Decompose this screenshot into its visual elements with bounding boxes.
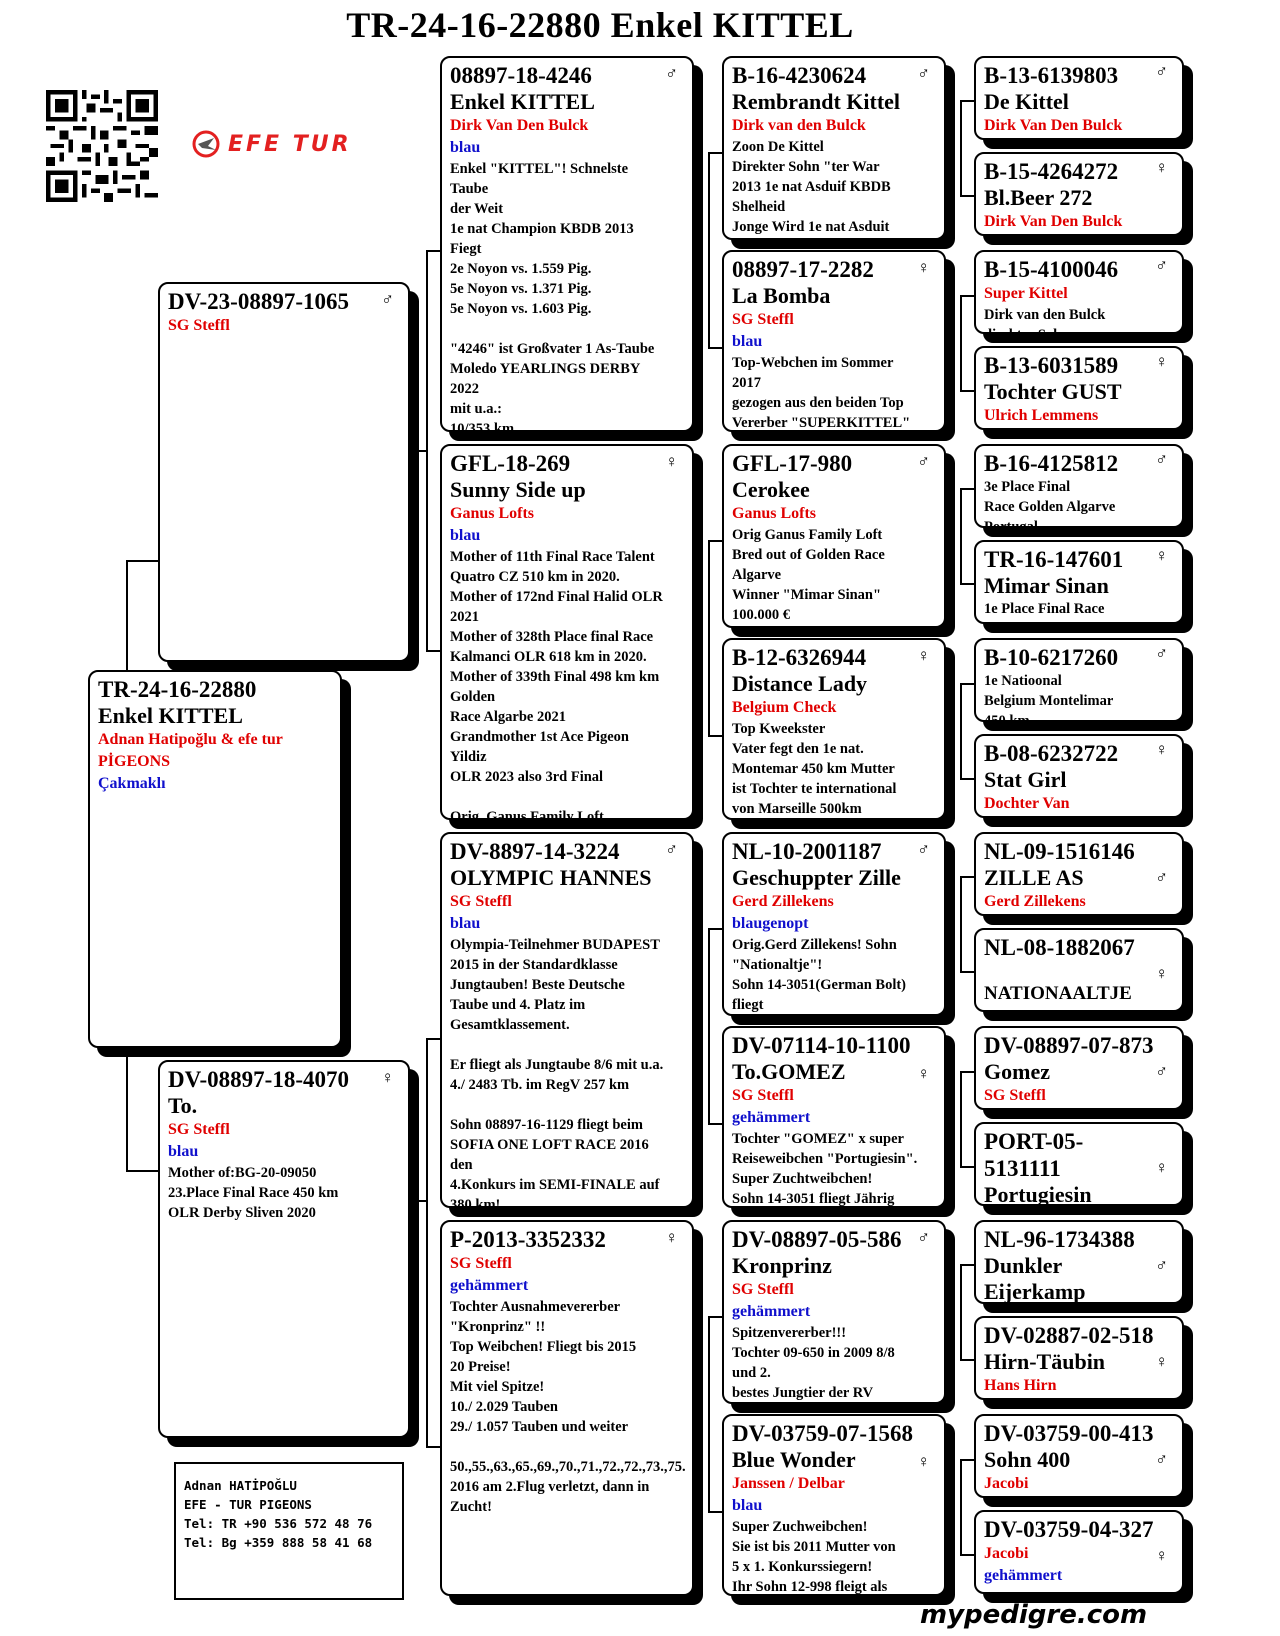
- gen4-card[interactable]: [974, 56, 1184, 140]
- gen4-card[interactable]: [974, 1414, 1184, 1498]
- gen4-card[interactable]: [974, 152, 1184, 236]
- ring-number: B-15-4264272: [984, 159, 1119, 184]
- ring-number: DV-08897-05-586: [732, 1227, 902, 1252]
- female-symbol-icon: ♀: [665, 452, 678, 471]
- pigeon-name: Tochter GUST: [984, 379, 1122, 404]
- pigeon-name: Hirn-Täubin: [984, 1349, 1106, 1374]
- color: blau: [168, 1143, 199, 1160]
- female-symbol-icon: ♀: [1155, 1546, 1168, 1565]
- male-symbol-icon: ♂: [665, 64, 678, 83]
- color: blau: [450, 139, 481, 156]
- grandsire-paternal-card[interactable]: [440, 56, 694, 437]
- connector-line: [708, 347, 722, 349]
- great-grandparent-card[interactable]: [722, 1414, 946, 1596]
- ring-number: TR-16-147601: [984, 547, 1124, 572]
- connector-line: [960, 683, 962, 778]
- ring-number: DV-03759-00-413: [984, 1421, 1154, 1446]
- pigeon-name: Sohn 400: [984, 1447, 1071, 1472]
- connector-line: [960, 295, 974, 297]
- male-symbol-icon: ♂: [1155, 1256, 1168, 1275]
- connector-line: [708, 152, 710, 347]
- pigeon-name: Cerokee: [732, 477, 810, 502]
- ring-number: DV-08897-18-4070: [168, 1067, 349, 1092]
- connector-line: [426, 250, 440, 252]
- male-symbol-icon: ♂: [917, 1228, 930, 1247]
- breeder: Dirk Van Den Bulck: [984, 213, 1123, 230]
- pigeon-name: Sunny Side up: [450, 477, 586, 502]
- page-title: TR-24-16-22880 Enkel KITTEL: [346, 5, 854, 45]
- connector-line: [126, 560, 158, 562]
- gen4-card[interactable]: [974, 734, 1184, 818]
- info-text: 1e Natioonal Belgium Montelimar 450 km: [984, 673, 1114, 729]
- contact-box: Adnan HATİPOĞLU EFE - TUR PIGEONS Tel: TR +90 536 572 48 76 Tel: Bg +359 888 58 41 68: [174, 1462, 404, 1600]
- female-symbol-icon: ♀: [917, 258, 930, 277]
- ring-number: B-16-4125812: [984, 451, 1119, 476]
- connector-line: [426, 1038, 428, 1446]
- pigeon-name: Bl.Beer 272: [984, 185, 1093, 210]
- breeder: Dirk van den Bulck: [732, 117, 866, 134]
- grandsire-maternal-card[interactable]: [440, 832, 694, 1213]
- pigeon-name: De Kittel: [984, 89, 1069, 114]
- breeder: Janssen / Delbar: [732, 1475, 845, 1492]
- info-text: 1e Place Final Race: [984, 601, 1105, 617]
- male-symbol-icon: ♂: [1155, 62, 1168, 81]
- connector-line: [426, 1446, 440, 1448]
- connector-line: [708, 1123, 722, 1125]
- connector-line: [960, 1264, 962, 1359]
- great-grandparent-card[interactable]: [722, 250, 946, 432]
- info-text: Tochter Ausnahmevererber "Kronprinz" !! Top Weibchen! Fliegt bis 2015 20 Preise! Mit viel Spitze! 10./ 2.029 Tauben 29./ 1.057 Tauben und weiter 50.,55.,63.,65.,69.,70.,71.,72.,72.,73.,75. 2016 am 2.Flug verletzt, dann in Zucht!: [450, 1299, 686, 1515]
- pigeon-name: To.: [168, 1093, 198, 1118]
- ring-number-line-2: 5131111: [984, 1156, 1061, 1181]
- connector-line: [960, 971, 974, 973]
- connector-line: [960, 1359, 974, 1361]
- breeder: SG Steffl: [168, 317, 230, 334]
- female-symbol-icon: ♀: [1155, 964, 1168, 983]
- male-symbol-icon: ♂: [1155, 644, 1168, 663]
- female-symbol-icon: ♀: [1155, 1352, 1168, 1371]
- gen4-card[interactable]: [974, 540, 1184, 624]
- gen4-card[interactable]: [974, 250, 1184, 343]
- connector-line: [708, 928, 722, 930]
- great-grandparent-card[interactable]: [722, 832, 946, 1016]
- ring-number: TR-24-16-22880: [98, 677, 257, 702]
- color: blaugenopt: [732, 915, 809, 932]
- male-symbol-icon: ♂: [1155, 1062, 1168, 1081]
- male-symbol-icon: ♂: [1155, 1450, 1168, 1469]
- ring-number: 08897-18-4246: [450, 63, 592, 88]
- ring-number: DV-23-08897-1065: [168, 289, 349, 314]
- female-symbol-icon: ♀: [1155, 1158, 1168, 1177]
- female-symbol-icon: ♀: [1155, 740, 1168, 759]
- ring-number: DV-03759-07-1568: [732, 1421, 913, 1446]
- ring-number: B-13-6139803: [984, 63, 1119, 88]
- pigeon-name: Enkel KITTEL: [98, 703, 243, 728]
- connector-line: [708, 735, 722, 737]
- female-symbol-icon: ♀: [1155, 158, 1168, 177]
- female-symbol-icon: ♀: [917, 646, 930, 665]
- breeder: Gerd Zillekens: [732, 893, 834, 910]
- connector-line: [426, 250, 428, 650]
- connector-line: [960, 1071, 962, 1166]
- connector-line: [960, 100, 962, 195]
- ring-number: B-15-4100046: [984, 257, 1119, 282]
- breeder: Ulrich Lemmens: [984, 407, 1099, 424]
- breeder: Super Kittel: [984, 285, 1068, 302]
- great-grandparent-card[interactable]: [722, 1220, 946, 1404]
- breeder: SG Steffl: [450, 893, 512, 910]
- connector-line: [960, 1071, 974, 1073]
- ring-number: B-08-6232722: [984, 741, 1119, 766]
- pigeon-name: Dunkler: [984, 1253, 1063, 1278]
- gen4-card[interactable]: [974, 638, 1184, 729]
- male-symbol-icon: ♂: [917, 64, 930, 83]
- info-text: Top-Webchen im Sommer 2017 gezogen aus den beiden Top Vererber "SUPERKITTEL": [732, 355, 911, 431]
- male-symbol-icon: ♂: [917, 452, 930, 471]
- pigeon-name: Geschuppter Zille: [732, 865, 901, 890]
- connector-line: [960, 876, 962, 971]
- pigeon-name: Gomez: [984, 1059, 1050, 1084]
- ring-number: NL-10-2001187: [732, 839, 882, 864]
- pigeon-name: Distance Lady: [732, 671, 868, 696]
- connector-line: [708, 928, 710, 1123]
- ring-number: DV-08897-07-873: [984, 1033, 1154, 1058]
- gen4-card[interactable]: [974, 444, 1184, 535]
- color: blau: [450, 527, 481, 544]
- ring-number: B-10-6217260: [984, 645, 1119, 670]
- pigeon-name: ZILLE AS: [984, 865, 1084, 890]
- female-symbol-icon: ♀: [1155, 546, 1168, 565]
- ring-number: PORT-05-: [984, 1129, 1084, 1154]
- ring-number: DV-03759-04-327: [984, 1517, 1154, 1542]
- great-grandparent-card[interactable]: [722, 1026, 946, 1208]
- ring-number: DV-02887-02-518: [984, 1323, 1154, 1348]
- male-symbol-icon: ♂: [1155, 868, 1168, 887]
- ring-number: GFL-17-980: [732, 451, 853, 476]
- pigeon-name: Blue Wonder: [732, 1447, 856, 1472]
- info-text: Orig.Gerd Zillekens! Sohn "Nationaltje"! Sohn 14-3051(German Bolt) fliegt: [732, 937, 906, 1013]
- pigeon-name-line-2: Eijerkamp: [984, 1279, 1086, 1304]
- color: gehämmert: [732, 1109, 811, 1126]
- info-text: Olympia-Teilnehmer BUDAPEST 2015 in der Standardklasse Jungtauben! Beste Deutsche Taube und 4. Platz im Gesamtklassement. Er fliegt als Jungtaube 8/6 mit u.a. 4./ 2483 Tb. im RegV 257 km Sohn 08897-16-1129 fliegt beim SOFIA ONE LOFT RACE 2016 den 4.Konkurs im SEMI-FINALE auf 380 km!: [450, 937, 664, 1213]
- pigeon-name: To.GOMEZ: [732, 1059, 846, 1084]
- ring-number: B-12-6326944: [732, 645, 867, 670]
- info-text: Tochter "GOMEZ" x super Reiseweibchen "Portugiesin". Super Zuchtweibchen! Sohn 14-3051 fliegt Jährig: [732, 1131, 918, 1207]
- breeder: Belgium Check: [732, 699, 837, 716]
- site-footer: mypedigre.com: [920, 1600, 1148, 1630]
- breeder: Dochter Van: [984, 795, 1070, 812]
- info-text: Enkel "KITTEL"! Schnelste Taube der Weit 1e nat Champion KBDB 2013 Fiegt 2e Noyon vs. 1.559 Pig. 5e Noyon vs. 1.371 Pig. 5e Noyon vs. 1.603 Pig. "4246" ist Großvater 1 As-Taube Moledo YEARLINGS DERBY 2022 mit u.a.: 10/353 km: [450, 161, 655, 437]
- breeder: Jacobi: [984, 1545, 1029, 1562]
- connector-line: [960, 100, 974, 102]
- color: gehämmert: [732, 1303, 811, 1320]
- ring-number: GFL-18-269: [450, 451, 571, 476]
- male-symbol-icon: ♂: [1155, 256, 1168, 275]
- info-text: Orig Ganus Family Loft Bred out of Golden Race Algarve Winner "Mimar Sinan" 100.000 €: [732, 527, 885, 623]
- ring-number: B-13-6031589: [984, 353, 1119, 378]
- ring-number: NL-96-1734388: [984, 1227, 1135, 1252]
- granddam-paternal-card[interactable]: [440, 444, 694, 825]
- connector-line: [960, 488, 974, 490]
- pigeon-name: Rembrandt Kittel: [732, 89, 901, 114]
- connector-line: [960, 683, 974, 685]
- ring-number: DV-07114-10-1100: [732, 1033, 911, 1058]
- female-symbol-icon: ♀: [665, 1228, 678, 1247]
- color: gehämmert: [984, 1567, 1063, 1584]
- connector-line: [708, 540, 710, 735]
- ring-number: DV-8897-14-3224: [450, 839, 620, 864]
- brand-logo: [192, 130, 352, 158]
- breeder: SG Steffl: [168, 1121, 230, 1138]
- connector-line: [708, 1316, 710, 1511]
- connector-line: [708, 152, 722, 154]
- ring-number: B-16-4230624: [732, 63, 867, 88]
- ring-number: NL-08-1882067: [984, 935, 1135, 960]
- color: blau: [732, 333, 763, 350]
- breeder: Dirk Van Den Bulck: [450, 117, 589, 134]
- logo-text: EFE TUR: [228, 131, 352, 157]
- pigeon-name: Stat Girl: [984, 767, 1067, 792]
- gen4-card[interactable]: [974, 832, 1184, 916]
- info-text: Mother of 11th Final Race Talent Quatro CZ 510 km in 2020. Mother of 172nd Final Halid OLR 2021 Mother of 328th Place final Race Kalmanci OLR 618 km in 2020. Mother of 339th Final 498 km km Golden Race Algarbe 2021 Grandmother 1st Ace Pigeon Yildiz OLR 2023 also 3rd Final Orig. Ganus Family Loft: [450, 549, 663, 825]
- breeder: Dirk Van Den Bulck: [984, 117, 1123, 134]
- subject-card[interactable]: [88, 670, 342, 1048]
- ring-number: 08897-17-2282: [732, 257, 874, 282]
- info-text: Zoon De Kittel Direkter Sohn "ter War 2013 1e nat Asduif KBDB Shelheid Jonge Wird 1e nat Asduit: [732, 139, 891, 235]
- pigeon-name: Kronprinz: [732, 1253, 832, 1278]
- connector-line: [960, 778, 974, 780]
- breeder: Hans Hirn: [984, 1377, 1057, 1394]
- connector-line: [426, 650, 440, 652]
- breeder: SG Steffl: [732, 311, 794, 328]
- color: blau: [732, 1497, 763, 1514]
- breeder: SG Steffl: [450, 1255, 512, 1272]
- color: Çakmaklı: [98, 775, 166, 792]
- connector-line: [960, 876, 974, 878]
- info-text: Spitzenvererber!!! Tochter 09-650 in 2009 8/8 und 2. bestes Jungtier der RV: [732, 1325, 895, 1401]
- dam-card[interactable]: [158, 1060, 410, 1438]
- great-grandparent-card[interactable]: [722, 56, 946, 240]
- ring-number: P-2013-3352332: [450, 1227, 606, 1252]
- connector-line: [960, 583, 974, 585]
- connector-line: [708, 540, 722, 542]
- info-text: 3e Place Final Race Golden Algarve Portugal: [984, 479, 1116, 535]
- pigeon-name: Portugiesin: [984, 1182, 1092, 1207]
- pigeon-logo-icon: [192, 130, 222, 158]
- pigeon-name: Mimar Sinan: [984, 573, 1109, 598]
- connector-line: [960, 390, 974, 392]
- connector-line: [708, 1511, 722, 1513]
- gen4-card[interactable]: [974, 1122, 1184, 1206]
- breeder: SG Steffl: [732, 1281, 794, 1298]
- female-symbol-icon: ♀: [917, 1064, 930, 1083]
- info-text: Mother of:BG-20-09050 23.Place Final Race 450 km OLR Derby Sliven 2020: [168, 1165, 339, 1221]
- connector-line: [960, 1264, 974, 1266]
- qr-code-icon: [46, 90, 158, 202]
- sire-card[interactable]: [158, 282, 410, 662]
- female-symbol-icon: ♀: [381, 1068, 394, 1087]
- male-symbol-icon: ♂: [1155, 450, 1168, 469]
- gen4-card[interactable]: [974, 1026, 1184, 1110]
- female-symbol-icon: ♀: [1155, 352, 1168, 371]
- gen4-card[interactable]: [974, 928, 1184, 1012]
- connector-line: [410, 1200, 426, 1202]
- gen4-card[interactable]: [974, 1316, 1184, 1400]
- great-grandparent-card[interactable]: [722, 638, 946, 820]
- connector-line: [960, 488, 962, 583]
- pigeon-name-extra: NATIONAALTJE: [984, 983, 1132, 1004]
- color: gehämmert: [450, 1277, 529, 1294]
- gen4-card[interactable]: [974, 346, 1184, 430]
- granddam-maternal-card[interactable]: [440, 1220, 694, 1596]
- connector-line: [960, 1166, 974, 1168]
- connector-line: [410, 450, 426, 452]
- info-text: Top Kweekster Vater fegt den 1e nat. Montemar 450 km Mutter ist Tochter te international von Marseille 500km: [732, 721, 897, 817]
- connector-line: [426, 1038, 440, 1040]
- gen4-card[interactable]: [974, 1510, 1184, 1594]
- connector-line: [960, 195, 974, 197]
- breeder-line-2: PİGEONS: [98, 753, 171, 770]
- female-symbol-icon: ♀: [917, 1452, 930, 1471]
- color: blau: [450, 915, 481, 932]
- info-text: Super Zuchweibchen! Sie ist bis 2011 Mutter von 5 x 1. Konkurssiegern! Ihr Sohn 12-998 fleigt als: [732, 1519, 896, 1595]
- connector-line: [960, 1459, 962, 1554]
- connector-line: [960, 1554, 974, 1556]
- pigeon-name: Enkel KITTEL: [450, 89, 595, 114]
- pigeon-name: OLYMPIC HANNES: [450, 865, 652, 890]
- breeder: SG Steffl: [732, 1087, 794, 1104]
- male-symbol-icon: ♂: [665, 840, 678, 859]
- connector-line: [960, 295, 962, 390]
- pigeon-name: La Bomba: [732, 283, 831, 308]
- breeder: Ganus Lofts: [450, 505, 535, 522]
- info-text: Dirk van den Bulck direkter Sohn: [984, 307, 1106, 343]
- ring-number: NL-09-1516146: [984, 839, 1135, 864]
- gen4-card[interactable]: [974, 1220, 1184, 1304]
- breeder: Gerd Zillekens: [984, 893, 1086, 910]
- male-symbol-icon: ♂: [381, 290, 394, 309]
- breeder: Jacobi: [984, 1475, 1029, 1492]
- breeder: Ganus Lofts: [732, 505, 817, 522]
- male-symbol-icon: ♂: [917, 840, 930, 859]
- breeder: Adnan Hatipoğlu & efe tur: [98, 731, 283, 748]
- connector-line: [708, 1316, 722, 1318]
- connector-line: [126, 1170, 158, 1172]
- breeder: SG Steffl: [984, 1087, 1046, 1104]
- connector-line: [960, 1459, 974, 1461]
- great-grandparent-card[interactable]: [722, 444, 946, 628]
